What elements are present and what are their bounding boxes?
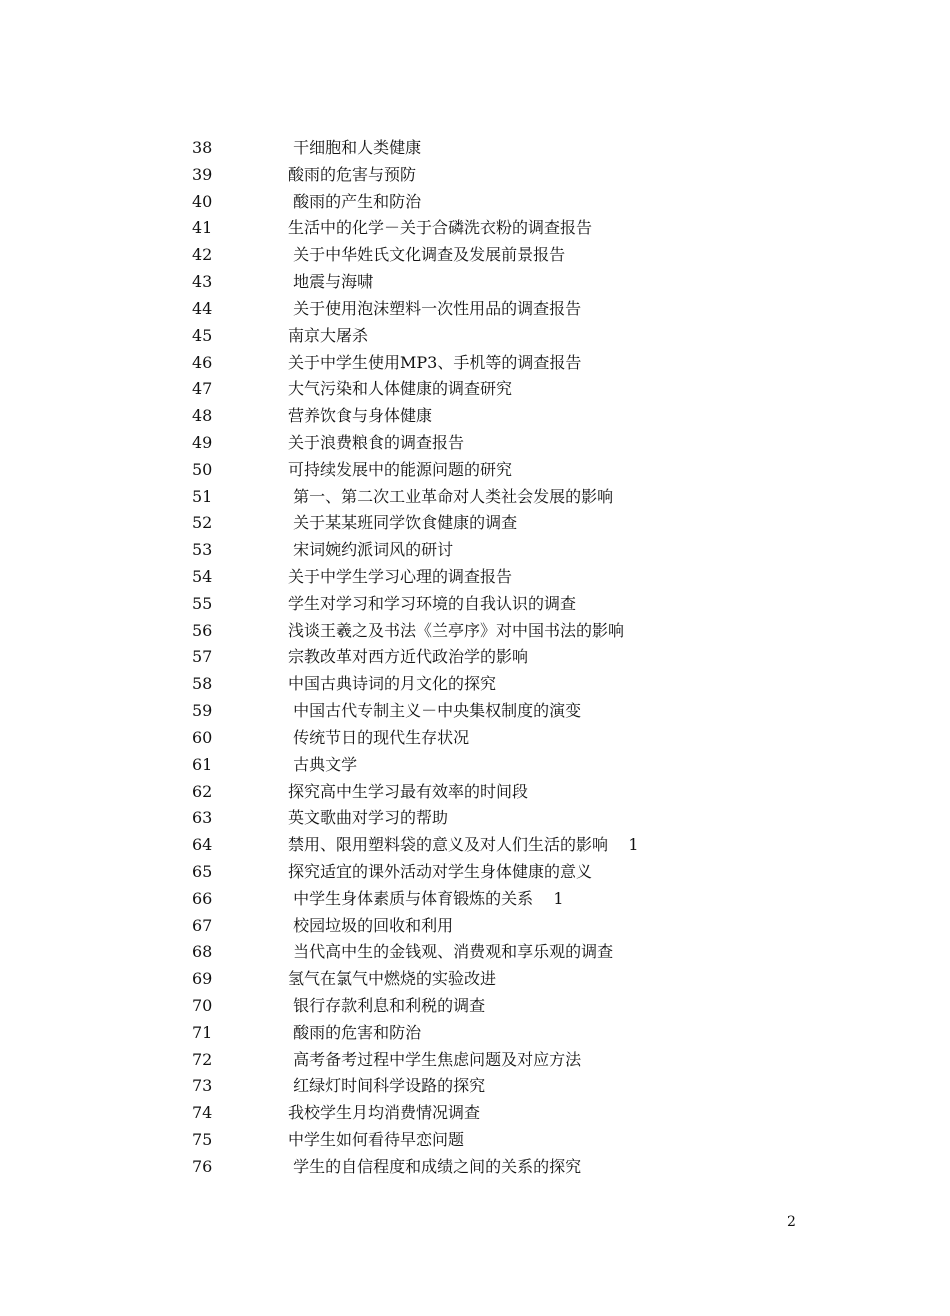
list-item	[0, 376, 950, 403]
list-item	[0, 564, 950, 591]
item-title: 关于浪费粮食的调查报告	[288, 432, 465, 452]
item-title: 南京大屠杀	[288, 325, 369, 345]
item-number: 65	[192, 861, 213, 881]
item-number: 50	[192, 459, 213, 479]
list-item	[0, 993, 950, 1020]
item-title: 酸雨的危害与预防	[288, 164, 417, 184]
item-number: 44	[192, 298, 213, 318]
item-title: 关于中华姓氏文化调查及发展前景报告	[288, 245, 566, 265]
item-title: 宋词婉约派词风的研讨	[288, 540, 454, 560]
item-number: 39	[192, 164, 213, 184]
item-title: 红绿灯时间科学设路的探究	[288, 1076, 486, 1096]
list-item	[0, 215, 950, 242]
list-item	[0, 966, 950, 993]
item-number: 41	[192, 218, 213, 238]
item-title: 酸雨的危害和防治	[288, 1022, 422, 1042]
list-item	[0, 189, 950, 216]
list-item	[0, 859, 950, 886]
list-item	[0, 269, 950, 296]
list-item	[0, 242, 950, 269]
item-number: 64	[192, 835, 213, 855]
list-item	[0, 1100, 950, 1127]
list-item	[0, 644, 950, 671]
list-item	[0, 618, 950, 645]
item-title: 生活中的化学－关于合磷洗衣粉的调查报告	[288, 218, 593, 238]
item-number: 57	[192, 647, 213, 667]
item-title: 酸雨的产生和防治	[288, 191, 422, 211]
item-title: 学生对学习和学习环境的自我认识的调查	[288, 593, 577, 613]
list-item	[0, 135, 950, 162]
item-number: 59	[192, 701, 213, 721]
list-item	[0, 725, 950, 752]
list-item	[0, 1154, 950, 1181]
list-item	[0, 296, 950, 323]
list-item	[0, 832, 950, 859]
list-item	[0, 1073, 950, 1100]
item-number: 40	[192, 191, 213, 211]
item-title: 关于中学生学习心理的调查报告	[288, 567, 513, 586]
list-item	[0, 886, 950, 913]
item-title: 关于使用泡沫塑料一次性用品的调查报告	[288, 298, 582, 318]
list-item	[0, 323, 950, 350]
item-number: 76	[192, 1156, 213, 1176]
item-number: 42	[192, 245, 213, 265]
list-item	[0, 1127, 950, 1154]
list-item	[0, 162, 950, 189]
item-title: 古典文学	[288, 754, 358, 774]
list-item	[0, 1047, 950, 1074]
item-number: 73	[192, 1076, 213, 1096]
list-item	[0, 484, 950, 511]
item-title: 营养饮食与身体健康	[288, 406, 433, 426]
item-title: 当代高中生的金钱观、消费观和享乐观的调查	[288, 942, 614, 962]
item-title: 浅谈王羲之及书法《兰亭序》对中国书法的影响	[288, 620, 625, 640]
item-number: 58	[192, 674, 213, 694]
list-item	[0, 403, 950, 430]
list-item	[0, 805, 950, 832]
item-title: 大气污染和人体健康的调查研究	[288, 379, 513, 399]
list-item	[0, 939, 950, 966]
item-number: 49	[192, 432, 213, 452]
item-title: 高考备考过程中学生焦虑问题及对应方法	[288, 1049, 582, 1069]
item-title: 关于中学生使用MP3、手机等的调查报告	[288, 352, 582, 372]
item-number: 75	[192, 1130, 213, 1150]
item-number: 72	[192, 1049, 213, 1069]
list-item	[0, 457, 950, 484]
item-title: 关于某某班同学饮食健康的调查	[288, 513, 518, 533]
item-title: 宗教改革对西方近代政治学的影响	[288, 647, 529, 667]
item-number: 63	[192, 808, 213, 828]
list-item	[0, 779, 950, 806]
item-title: 探究适宜的课外活动对学生身体健康的意义	[288, 861, 593, 881]
item-number: 67	[192, 915, 213, 935]
item-title: 校园垃圾的回收和利用	[288, 915, 454, 935]
item-number: 47	[192, 379, 213, 399]
list-item	[0, 510, 950, 537]
list-item	[0, 430, 950, 457]
item-title: 中学生身体素质与体育锻炼的关系 1	[288, 888, 564, 908]
item-title: 英文歌曲对学习的帮助	[288, 808, 449, 828]
item-number: 51	[192, 486, 213, 506]
item-title: 第一、第二次工业革命对人类社会发展的影响	[288, 486, 614, 506]
item-title: 可持续发展中的能源问题的研究	[288, 459, 513, 479]
item-title: 禁用、限用塑料袋的意义及对人们生活的影响 1	[288, 835, 639, 855]
item-title: 传统节日的现代生存状况	[288, 727, 470, 747]
item-number: 69	[192, 969, 213, 989]
item-number: 60	[192, 727, 213, 747]
item-title: 中国古典诗词的月文化的探究	[288, 674, 497, 694]
list-item	[0, 350, 950, 377]
item-number: 61	[192, 754, 213, 774]
list-item	[0, 537, 950, 564]
item-title: 学生的自信程度和成绩之间的关系的探究	[288, 1156, 582, 1176]
item-number: 68	[192, 942, 213, 962]
item-title: 氢气在氯气中燃烧的实验改进	[288, 969, 497, 989]
item-number: 48	[192, 406, 213, 426]
item-number: 71	[192, 1022, 213, 1042]
item-number: 74	[192, 1103, 213, 1123]
list-item	[0, 591, 950, 618]
item-number: 66	[192, 888, 213, 908]
item-title: 探究高中生学习最有效率的时间段	[288, 781, 529, 801]
item-number: 62	[192, 781, 213, 801]
item-number: 43	[192, 272, 213, 292]
item-number: 52	[192, 513, 213, 533]
topic-list	[0, 135, 950, 1181]
item-number: 54	[192, 567, 213, 586]
list-item	[0, 913, 950, 940]
item-title: 干细胞和人类健康	[288, 138, 422, 157]
item-title: 我校学生月均消费情况调查	[288, 1103, 481, 1123]
item-title: 中学生如何看待早恋问题	[288, 1130, 465, 1150]
item-title: 银行存款利息和利税的调查	[288, 996, 486, 1015]
list-item	[0, 752, 950, 779]
list-item	[0, 671, 950, 698]
item-number: 55	[192, 593, 213, 613]
item-number: 70	[192, 996, 213, 1015]
item-number: 53	[192, 540, 213, 560]
item-title: 地震与海啸	[288, 272, 374, 292]
list-item	[0, 1020, 950, 1047]
list-item	[0, 698, 950, 725]
item-number: 46	[192, 352, 213, 372]
item-title: 中国古代专制主义－中央集权制度的演变	[288, 701, 582, 721]
item-number: 56	[192, 620, 213, 640]
item-number: 45	[192, 325, 213, 345]
page-number: 2	[787, 1214, 796, 1230]
item-number: 38	[192, 138, 213, 157]
